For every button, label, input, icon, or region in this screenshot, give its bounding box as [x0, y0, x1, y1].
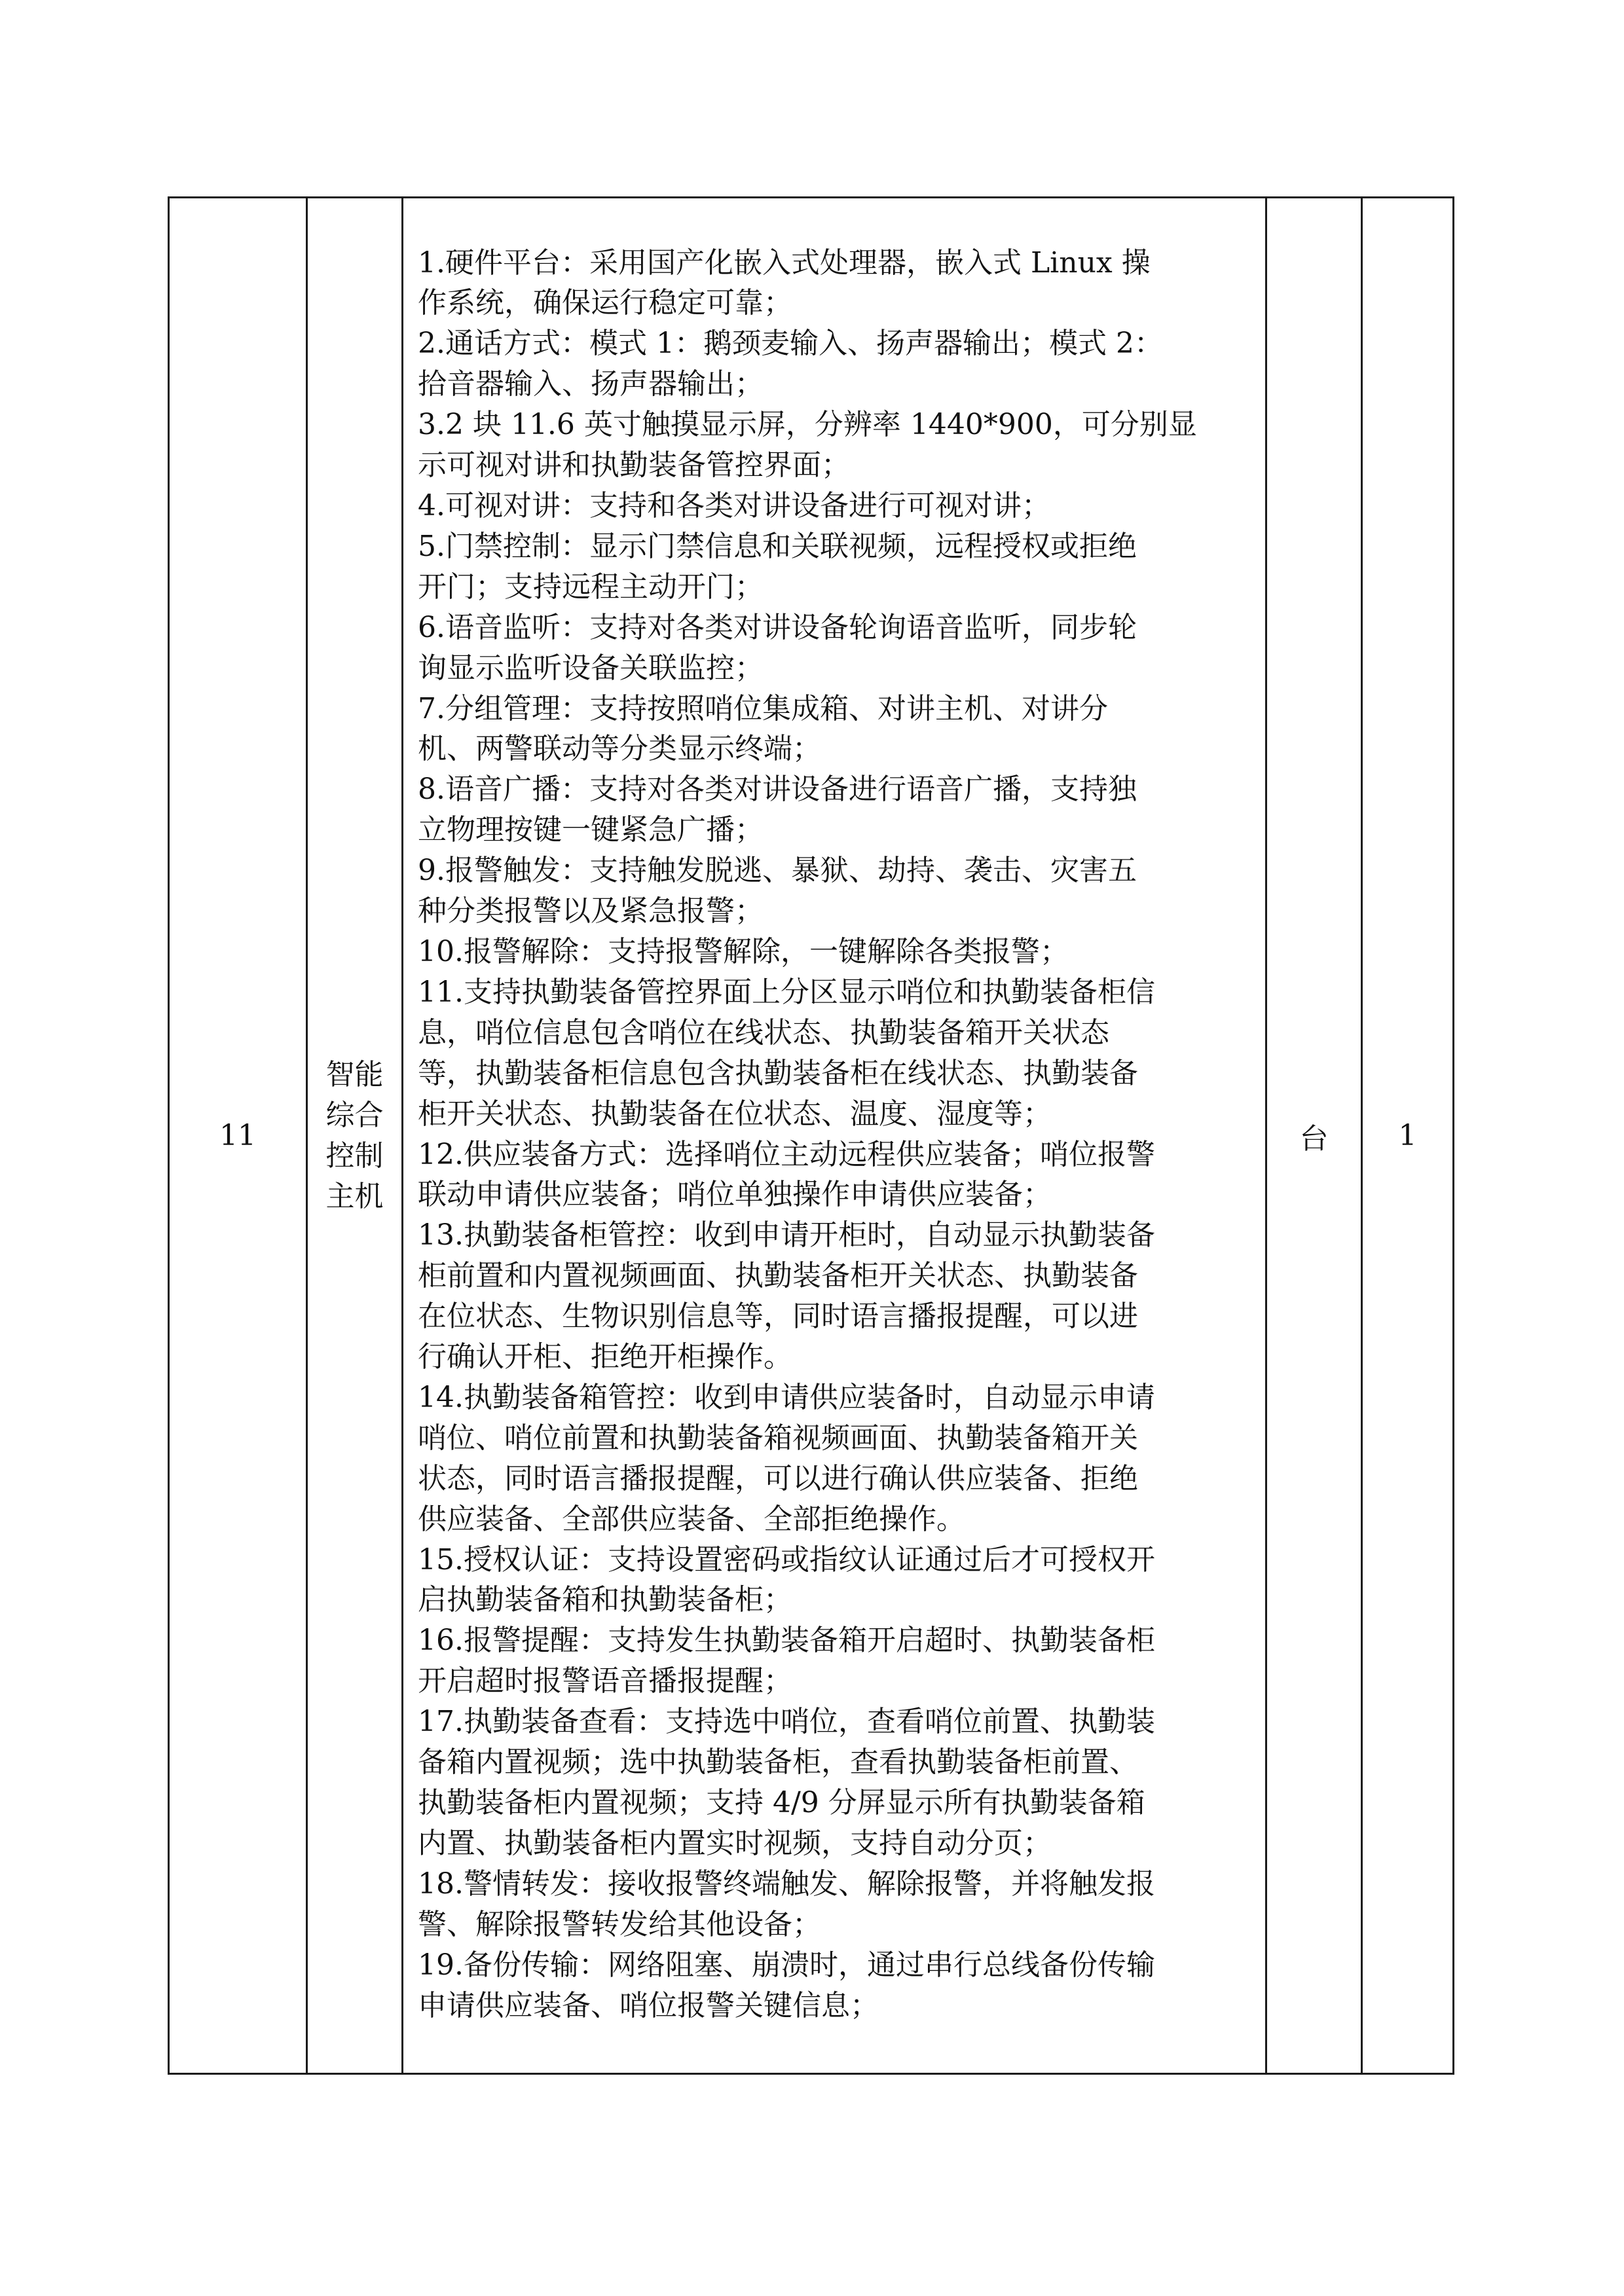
table-row — [169, 198, 1454, 2074]
description-line: 17.执勤装备查看：支持选中哨位，查看哨位前置、执勤装 — [418, 1705, 1155, 1739]
description-line: 7.分组管理：支持按照哨位集成箱、对讲主机、对讲分 — [418, 691, 1108, 725]
item-name-line: 智能 — [325, 1057, 384, 1091]
item-name-cell — [307, 198, 403, 2074]
description-line: 16.报警提醒：支持发生执勤装备箱开启超时、执勤装备柜 — [418, 1624, 1155, 1658]
item-number: 11 — [219, 1119, 256, 1152]
description-line: 14.执勤装备箱管控：收到申请供应装备时，自动显示申请 — [418, 1380, 1155, 1414]
description-line: 执勤装备柜内置视频；支持 4/9 分屏显示所有执勤装备箱 — [418, 1786, 1145, 1819]
description-line: 12.供应装备方式：选择哨位主动远程供应装备；哨位报警 — [418, 1137, 1155, 1171]
description-line: 息，哨位信息包含哨位在线状态、执勤装备箱开关状态 — [418, 1015, 1109, 1049]
item-name-line: 控制 — [325, 1139, 384, 1173]
description-line: 状态，同时语言播报提醒，可以进行确认供应装备、拒绝 — [418, 1461, 1138, 1495]
description-line: 3.2 块 11.6 英寸触摸显示屏，分辨率 1440*900，可分别显 — [418, 408, 1197, 442]
description-line: 18.警情转发：接收报警终端触发、解除报警，并将触发报 — [418, 1867, 1155, 1901]
item-quantity-cell — [1362, 198, 1454, 2074]
description-line: 开门；支持远程主动开门； — [418, 570, 764, 604]
description-line: 等，执勤装备柜信息包含执勤装备柜在线状态、执勤装备 — [418, 1056, 1138, 1090]
description-line: 柜前置和内置视频画面、执勤装备柜开关状态、执勤装备 — [418, 1259, 1138, 1293]
description-line: 4.可视对讲：支持和各类对讲设备进行可视对讲； — [418, 489, 1050, 522]
description-line: 作系统，确保运行稳定可靠； — [418, 286, 792, 320]
item-number-cell — [169, 198, 307, 2074]
spec-table — [168, 196, 1454, 2075]
description-line: 示可视对讲和执勤装备管控界面； — [418, 448, 850, 483]
description-line: 8.语音广播：支持对各类对讲设备进行语音广播，支持独 — [418, 773, 1137, 807]
description-line: 种分类报警以及紧急报警； — [418, 894, 764, 928]
item-name-line: 综合 — [325, 1098, 384, 1132]
description-line: 9.报警触发：支持触发脱逃、暴狱、劫持、袭击、灾害五 — [418, 854, 1137, 888]
description-line: 6.语音监听：支持对各类对讲设备轮询语音监听，同步轮 — [418, 610, 1137, 644]
description-line: 哨位、哨位前置和执勤装备箱视频画面、执勤装备箱开关 — [418, 1421, 1138, 1455]
item-description-cell — [403, 198, 1266, 2074]
description-line: 申请供应装备、哨位报警关键信息； — [418, 1988, 879, 2022]
description-line: 11.支持执勤装备管控界面上分区显示哨位和执勤装备柜信 — [418, 975, 1155, 1009]
description-line: 行确认开柜、拒绝开柜操作。 — [418, 1340, 792, 1374]
description-line: 开启超时报警语音播报提醒； — [418, 1664, 792, 1698]
description-line: 1.硬件平台：采用国产化嵌入式处理器，嵌入式 Linux 操 — [418, 246, 1151, 280]
item-unit-cell — [1266, 198, 1362, 2074]
item-unit: 台 — [1299, 1121, 1329, 1156]
description-line: 警、解除报警转发给其他设备； — [418, 1907, 821, 1941]
description-line: 柜开关状态、执勤装备在位状态、温度、湿度等； — [418, 1097, 1052, 1131]
description-line: 在位状态、生物识别信息等，同时语言播报提醒，可以进 — [418, 1300, 1138, 1334]
description-line: 备箱内置视频；选中执勤装备柜，查看执勤装备柜前置、 — [418, 1745, 1138, 1779]
description-line: 立物理按键一键紧急广播； — [418, 813, 764, 847]
description-line: 19.备份传输：网络阻塞、崩溃时，通过串行总线备份传输 — [418, 1948, 1155, 1982]
description-line: 询显示监听设备关联监控； — [418, 651, 764, 685]
description-line: 5.门禁控制：显示门禁信息和关联视频，远程授权或拒绝 — [418, 529, 1137, 563]
description-line: 15.授权认证：支持设置密码或指纹认证通过后才可授权开 — [418, 1542, 1155, 1576]
description-line: 10.报警解除：支持报警解除，一键解除各类报警； — [418, 934, 1069, 968]
description-line: 机、两警联动等分类显示终端； — [418, 732, 821, 766]
description-line: 供应装备、全部供应装备、全部拒绝操作。 — [418, 1502, 965, 1536]
item-quantity: 1 — [1398, 1119, 1417, 1152]
description-line: 联动申请供应装备；哨位单独操作申请供应装备； — [418, 1178, 1052, 1212]
description-line: 启执勤装备箱和执勤装备柜； — [418, 1583, 792, 1617]
description-line: 13.执勤装备柜管控：收到申请开柜时，自动显示执勤装备 — [418, 1218, 1155, 1252]
item-name-line: 主机 — [325, 1179, 384, 1213]
description-line: 2.通话方式：模式 1：鹅颈麦输入、扬声器输出；模式 2： — [418, 327, 1163, 361]
description-line: 内置、执勤装备柜内置实时视频，支持自动分页； — [418, 1826, 1052, 1860]
description-line: 拾音器输入、扬声器输出； — [418, 367, 764, 401]
